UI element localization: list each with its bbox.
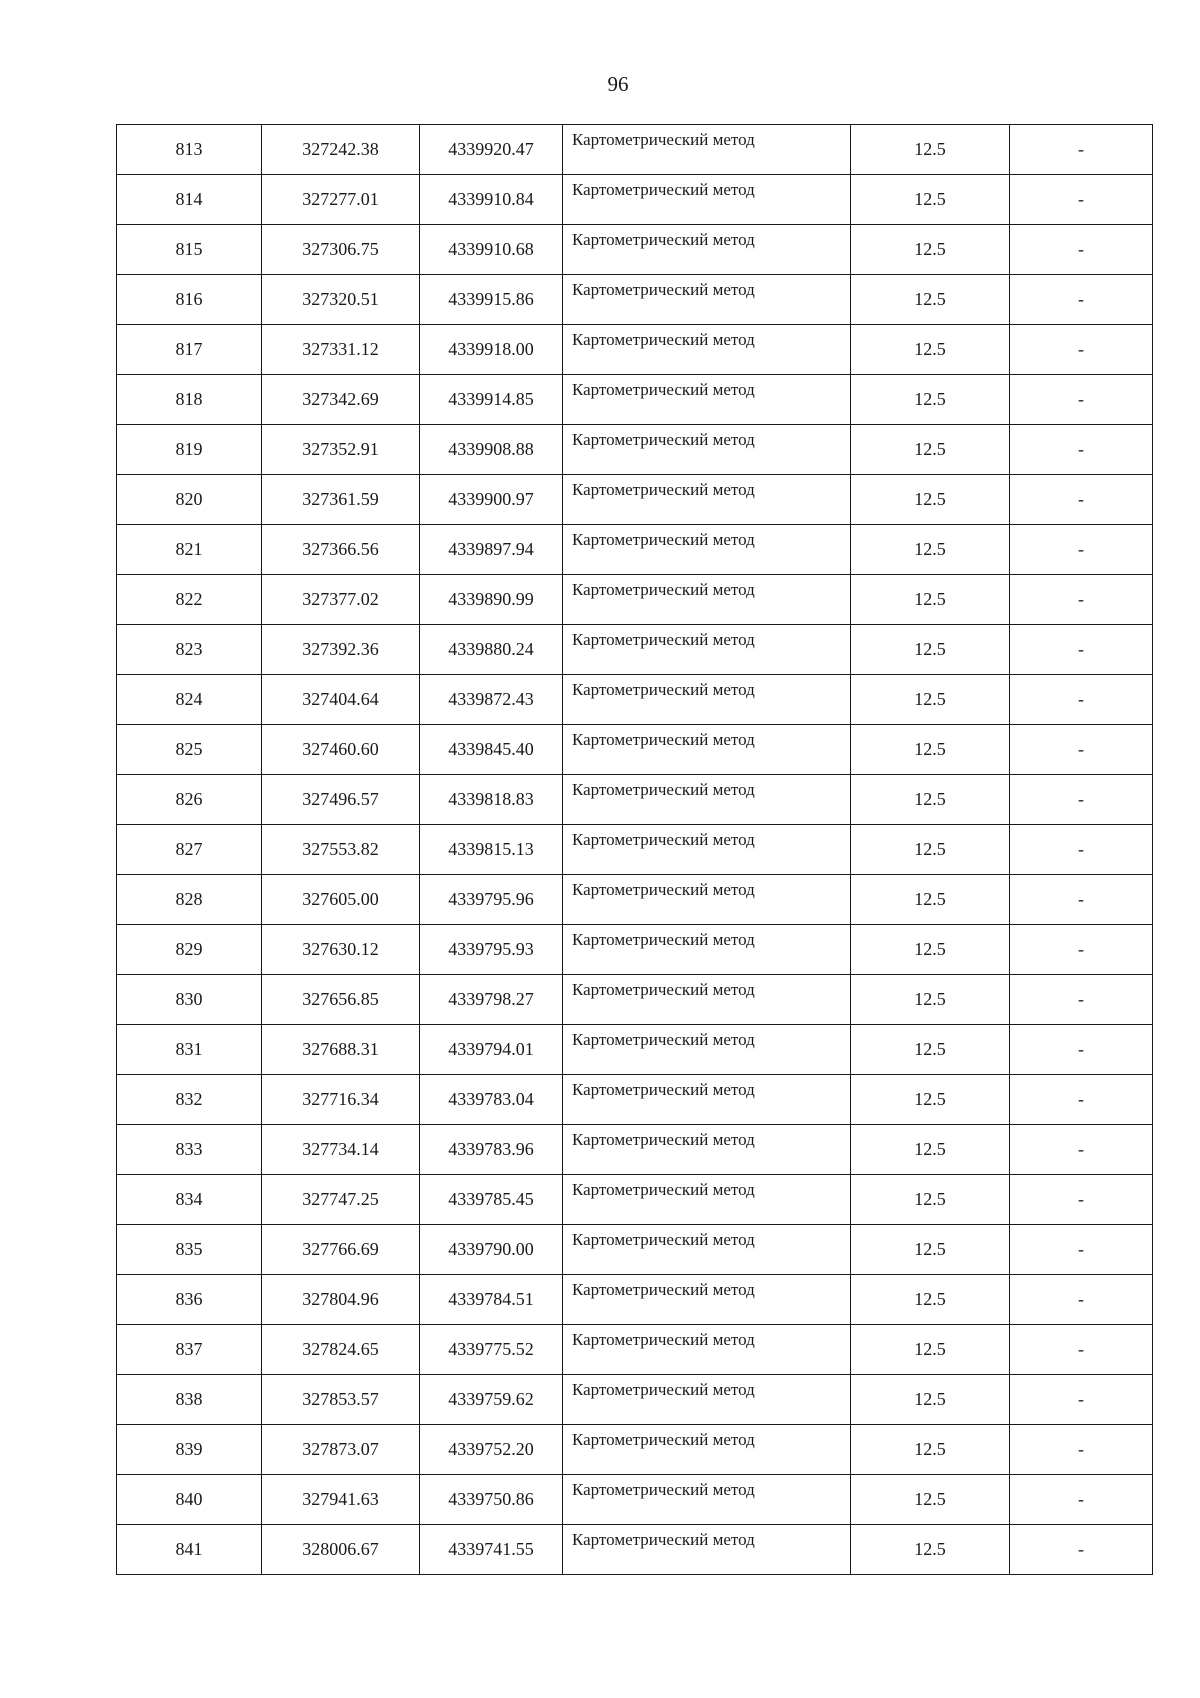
cell-point-number: 822 xyxy=(117,575,262,625)
cell-point-number: 813 xyxy=(117,125,262,175)
cell-point-number: 825 xyxy=(117,725,262,775)
cell-method: Картометрический метод xyxy=(563,525,851,575)
cell-method: Картометрический метод xyxy=(563,1225,851,1275)
cell-method: Картометрический метод xyxy=(563,1025,851,1075)
table-row xyxy=(117,475,1153,525)
cell-accuracy: 12.5 xyxy=(851,125,1010,175)
cell-accuracy: 12.5 xyxy=(851,775,1010,825)
cell-x-coordinate: 327361.59 xyxy=(262,475,420,525)
cell-x-coordinate: 327331.12 xyxy=(262,325,420,375)
cell-method: Картометрический метод xyxy=(563,1075,851,1125)
table-row xyxy=(117,925,1153,975)
cell-y-coordinate: 4339795.96 xyxy=(420,875,563,925)
table-row xyxy=(117,1425,1153,1475)
cell-method: Картометрический метод xyxy=(563,1475,851,1525)
cell-y-coordinate: 4339784.51 xyxy=(420,1275,563,1325)
cell-point-number: 837 xyxy=(117,1325,262,1375)
cell-point-number: 834 xyxy=(117,1175,262,1225)
cell-method: Картометрический метод xyxy=(563,675,851,725)
cell-note: - xyxy=(1010,425,1153,475)
cell-method: Картометрический метод xyxy=(563,825,851,875)
table-row xyxy=(117,125,1153,175)
cell-point-number: 831 xyxy=(117,1025,262,1075)
cell-method: Картометрический метод xyxy=(563,1125,851,1175)
cell-x-coordinate: 327716.34 xyxy=(262,1075,420,1125)
cell-method: Картометрический метод xyxy=(563,1375,851,1425)
table-row xyxy=(117,825,1153,875)
cell-method: Картометрический метод xyxy=(563,325,851,375)
cell-method: Картометрический метод xyxy=(563,575,851,625)
cell-note: - xyxy=(1010,1525,1153,1575)
table-row xyxy=(117,225,1153,275)
cell-y-coordinate: 4339785.45 xyxy=(420,1175,563,1225)
cell-accuracy: 12.5 xyxy=(851,875,1010,925)
cell-y-coordinate: 4339795.93 xyxy=(420,925,563,975)
cell-method: Картометрический метод xyxy=(563,975,851,1025)
cell-method: Картометрический метод xyxy=(563,1425,851,1475)
cell-x-coordinate: 327734.14 xyxy=(262,1125,420,1175)
cell-x-coordinate: 327630.12 xyxy=(262,925,420,975)
cell-point-number: 816 xyxy=(117,275,262,325)
cell-note: - xyxy=(1010,1075,1153,1125)
cell-method: Картометрический метод xyxy=(563,625,851,675)
cell-y-coordinate: 4339920.47 xyxy=(420,125,563,175)
cell-note: - xyxy=(1010,1275,1153,1325)
cell-x-coordinate: 327656.85 xyxy=(262,975,420,1025)
cell-y-coordinate: 4339900.97 xyxy=(420,475,563,525)
cell-note: - xyxy=(1010,1475,1153,1525)
cell-note: - xyxy=(1010,925,1153,975)
cell-accuracy: 12.5 xyxy=(851,1325,1010,1375)
cell-accuracy: 12.5 xyxy=(851,1475,1010,1525)
cell-note: - xyxy=(1010,1125,1153,1175)
cell-point-number: 839 xyxy=(117,1425,262,1475)
cell-y-coordinate: 4339775.52 xyxy=(420,1325,563,1375)
cell-note: - xyxy=(1010,1325,1153,1375)
cell-accuracy: 12.5 xyxy=(851,1425,1010,1475)
cell-accuracy: 12.5 xyxy=(851,425,1010,475)
cell-x-coordinate: 327404.64 xyxy=(262,675,420,725)
cell-accuracy: 12.5 xyxy=(851,575,1010,625)
cell-method: Картометрический метод xyxy=(563,775,851,825)
cell-note: - xyxy=(1010,675,1153,725)
cell-method: Картометрический метод xyxy=(563,425,851,475)
table-row xyxy=(117,725,1153,775)
cell-point-number: 841 xyxy=(117,1525,262,1575)
cell-accuracy: 12.5 xyxy=(851,325,1010,375)
table-row xyxy=(117,325,1153,375)
cell-method: Картометрический метод xyxy=(563,475,851,525)
cell-x-coordinate: 327688.31 xyxy=(262,1025,420,1075)
cell-accuracy: 12.5 xyxy=(851,475,1010,525)
table-row xyxy=(117,175,1153,225)
table-row xyxy=(117,625,1153,675)
cell-note: - xyxy=(1010,1175,1153,1225)
cell-x-coordinate: 327853.57 xyxy=(262,1375,420,1425)
cell-note: - xyxy=(1010,275,1153,325)
cell-method: Картометрический метод xyxy=(563,175,851,225)
table-row xyxy=(117,875,1153,925)
cell-point-number: 823 xyxy=(117,625,262,675)
cell-note: - xyxy=(1010,125,1153,175)
cell-note: - xyxy=(1010,725,1153,775)
cell-accuracy: 12.5 xyxy=(851,525,1010,575)
cell-x-coordinate: 327553.82 xyxy=(262,825,420,875)
table-row xyxy=(117,775,1153,825)
cell-accuracy: 12.5 xyxy=(851,1375,1010,1425)
cell-note: - xyxy=(1010,575,1153,625)
cell-note: - xyxy=(1010,625,1153,675)
cell-x-coordinate: 327873.07 xyxy=(262,1425,420,1475)
cell-y-coordinate: 4339783.04 xyxy=(420,1075,563,1125)
table-row xyxy=(117,1225,1153,1275)
cell-y-coordinate: 4339910.68 xyxy=(420,225,563,275)
table-row xyxy=(117,525,1153,575)
cell-y-coordinate: 4339915.86 xyxy=(420,275,563,325)
cell-y-coordinate: 4339798.27 xyxy=(420,975,563,1025)
cell-note: - xyxy=(1010,1375,1153,1425)
cell-x-coordinate: 327342.69 xyxy=(262,375,420,425)
cell-point-number: 826 xyxy=(117,775,262,825)
cell-method: Картометрический метод xyxy=(563,1525,851,1575)
table-row xyxy=(117,1275,1153,1325)
coordinates-table-body xyxy=(117,125,1153,1575)
cell-y-coordinate: 4339783.96 xyxy=(420,1125,563,1175)
cell-note: - xyxy=(1010,475,1153,525)
table-row xyxy=(117,1375,1153,1425)
cell-method: Картометрический метод xyxy=(563,375,851,425)
cell-y-coordinate: 4339815.13 xyxy=(420,825,563,875)
cell-note: - xyxy=(1010,825,1153,875)
cell-x-coordinate: 327392.36 xyxy=(262,625,420,675)
cell-point-number: 836 xyxy=(117,1275,262,1325)
table-row xyxy=(117,675,1153,725)
cell-accuracy: 12.5 xyxy=(851,275,1010,325)
cell-y-coordinate: 4339759.62 xyxy=(420,1375,563,1425)
cell-x-coordinate: 327306.75 xyxy=(262,225,420,275)
cell-point-number: 815 xyxy=(117,225,262,275)
cell-point-number: 819 xyxy=(117,425,262,475)
cell-point-number: 818 xyxy=(117,375,262,425)
table-row xyxy=(117,1325,1153,1375)
cell-accuracy: 12.5 xyxy=(851,375,1010,425)
cell-x-coordinate: 328006.67 xyxy=(262,1525,420,1575)
cell-x-coordinate: 327366.56 xyxy=(262,525,420,575)
cell-method: Картометрический метод xyxy=(563,1175,851,1225)
cell-y-coordinate: 4339741.55 xyxy=(420,1525,563,1575)
cell-method: Картометрический метод xyxy=(563,1325,851,1375)
cell-accuracy: 12.5 xyxy=(851,1525,1010,1575)
cell-y-coordinate: 4339914.85 xyxy=(420,375,563,425)
cell-accuracy: 12.5 xyxy=(851,725,1010,775)
cell-y-coordinate: 4339910.84 xyxy=(420,175,563,225)
cell-x-coordinate: 327804.96 xyxy=(262,1275,420,1325)
table-row xyxy=(117,275,1153,325)
cell-x-coordinate: 327377.02 xyxy=(262,575,420,625)
cell-accuracy: 12.5 xyxy=(851,1125,1010,1175)
cell-accuracy: 12.5 xyxy=(851,675,1010,725)
table-row xyxy=(117,975,1153,1025)
cell-accuracy: 12.5 xyxy=(851,1075,1010,1125)
cell-point-number: 821 xyxy=(117,525,262,575)
cell-note: - xyxy=(1010,775,1153,825)
cell-point-number: 820 xyxy=(117,475,262,525)
cell-note: - xyxy=(1010,175,1153,225)
cell-method: Картометрический метод xyxy=(563,725,851,775)
table-row xyxy=(117,1475,1153,1525)
table-row xyxy=(117,1175,1153,1225)
cell-y-coordinate: 4339794.01 xyxy=(420,1025,563,1075)
cell-y-coordinate: 4339845.40 xyxy=(420,725,563,775)
cell-x-coordinate: 327941.63 xyxy=(262,1475,420,1525)
cell-accuracy: 12.5 xyxy=(851,1175,1010,1225)
table-row xyxy=(117,1125,1153,1175)
cell-y-coordinate: 4339918.00 xyxy=(420,325,563,375)
cell-y-coordinate: 4339752.20 xyxy=(420,1425,563,1475)
cell-point-number: 814 xyxy=(117,175,262,225)
cell-point-number: 828 xyxy=(117,875,262,925)
cell-y-coordinate: 4339872.43 xyxy=(420,675,563,725)
cell-method: Картометрический метод xyxy=(563,225,851,275)
table-row xyxy=(117,375,1153,425)
cell-x-coordinate: 327766.69 xyxy=(262,1225,420,1275)
cell-x-coordinate: 327242.38 xyxy=(262,125,420,175)
cell-y-coordinate: 4339818.83 xyxy=(420,775,563,825)
cell-x-coordinate: 327605.00 xyxy=(262,875,420,925)
cell-accuracy: 12.5 xyxy=(851,975,1010,1025)
cell-point-number: 817 xyxy=(117,325,262,375)
cell-accuracy: 12.5 xyxy=(851,1275,1010,1325)
cell-note: - xyxy=(1010,225,1153,275)
cell-x-coordinate: 327496.57 xyxy=(262,775,420,825)
cell-point-number: 840 xyxy=(117,1475,262,1525)
cell-note: - xyxy=(1010,375,1153,425)
cell-y-coordinate: 4339897.94 xyxy=(420,525,563,575)
table-row xyxy=(117,1025,1153,1075)
table-row xyxy=(117,425,1153,475)
cell-method: Картометрический метод xyxy=(563,125,851,175)
table-row xyxy=(117,1075,1153,1125)
cell-x-coordinate: 327352.91 xyxy=(262,425,420,475)
cell-point-number: 830 xyxy=(117,975,262,1025)
cell-x-coordinate: 327277.01 xyxy=(262,175,420,225)
cell-accuracy: 12.5 xyxy=(851,1225,1010,1275)
page-number: 96 xyxy=(607,72,629,96)
cell-point-number: 829 xyxy=(117,925,262,975)
cell-note: - xyxy=(1010,325,1153,375)
cell-method: Картометрический метод xyxy=(563,875,851,925)
cell-point-number: 835 xyxy=(117,1225,262,1275)
cell-accuracy: 12.5 xyxy=(851,1025,1010,1075)
cell-x-coordinate: 327824.65 xyxy=(262,1325,420,1375)
cell-accuracy: 12.5 xyxy=(851,825,1010,875)
cell-y-coordinate: 4339790.00 xyxy=(420,1225,563,1275)
cell-accuracy: 12.5 xyxy=(851,225,1010,275)
cell-point-number: 838 xyxy=(117,1375,262,1425)
cell-y-coordinate: 4339880.24 xyxy=(420,625,563,675)
cell-note: - xyxy=(1010,875,1153,925)
cell-note: - xyxy=(1010,1225,1153,1275)
cell-method: Картометрический метод xyxy=(563,925,851,975)
cell-method: Картометрический метод xyxy=(563,1275,851,1325)
table-row xyxy=(117,1525,1153,1575)
table-row xyxy=(117,575,1153,625)
cell-note: - xyxy=(1010,1025,1153,1075)
cell-note: - xyxy=(1010,975,1153,1025)
coordinates-table xyxy=(116,124,1153,1575)
cell-point-number: 827 xyxy=(117,825,262,875)
cell-note: - xyxy=(1010,525,1153,575)
cell-point-number: 832 xyxy=(117,1075,262,1125)
cell-method: Картометрический метод xyxy=(563,275,851,325)
cell-y-coordinate: 4339908.88 xyxy=(420,425,563,475)
cell-point-number: 833 xyxy=(117,1125,262,1175)
cell-accuracy: 12.5 xyxy=(851,175,1010,225)
cell-point-number: 824 xyxy=(117,675,262,725)
cell-accuracy: 12.5 xyxy=(851,625,1010,675)
cell-x-coordinate: 327320.51 xyxy=(262,275,420,325)
cell-x-coordinate: 327460.60 xyxy=(262,725,420,775)
cell-note: - xyxy=(1010,1425,1153,1475)
cell-y-coordinate: 4339750.86 xyxy=(420,1475,563,1525)
cell-x-coordinate: 327747.25 xyxy=(262,1175,420,1225)
cell-accuracy: 12.5 xyxy=(851,925,1010,975)
cell-y-coordinate: 4339890.99 xyxy=(420,575,563,625)
